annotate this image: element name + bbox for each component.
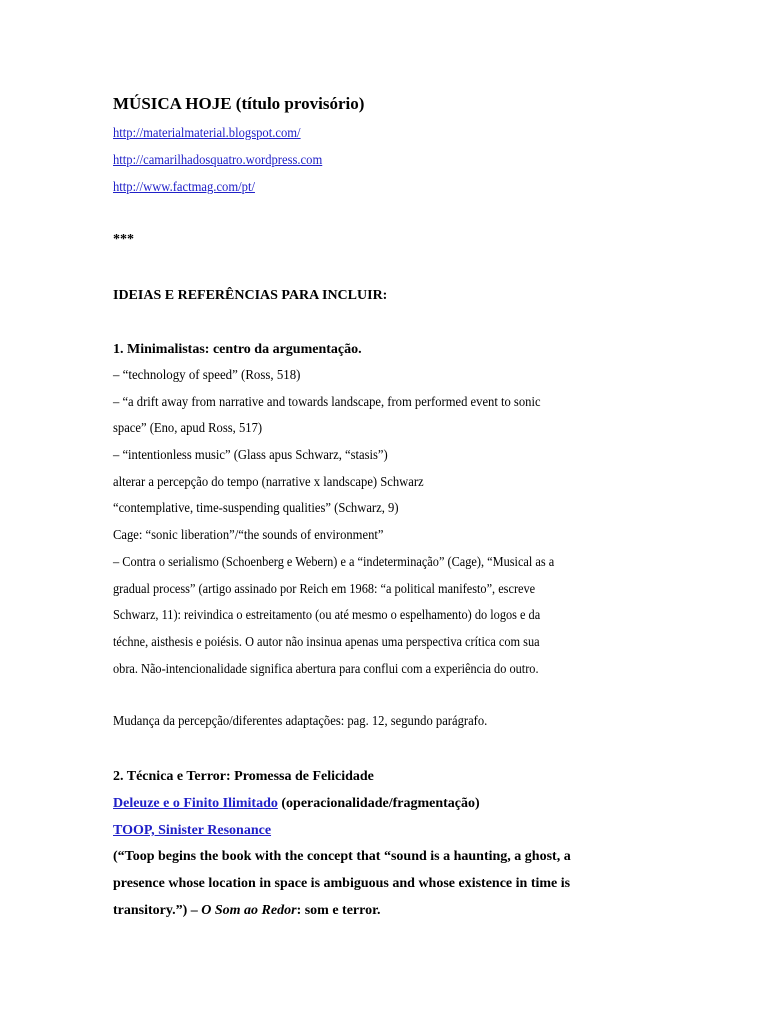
quote-tail: : som e terror. [296, 903, 381, 918]
body-line: “contemplative, time-suspending qualities” (Schwarz, 9) [113, 501, 399, 516]
quote-line: (“Toop begins the book with the concept that “sound is a haunting, a ghost, a [113, 849, 571, 864]
body-line: Schwarz, 11): reivindica o estreitamento (ou até mesmo o espelhamento) do logos e da [113, 608, 541, 623]
quote-end: transitory.”) – [113, 903, 202, 918]
url-link[interactable]: http://camarilhadosquatro.wordpress.com [113, 153, 323, 168]
body-line: alterar a percepção do tempo (narrative x landscape) Schwarz [113, 475, 424, 490]
deleuze-reference [113, 795, 480, 813]
toop-reference [113, 822, 271, 840]
link-factmag [113, 179, 271, 197]
section2-heading: 2. Técnica e Terror: Promessa de Felicidade [113, 769, 374, 784]
quote-line: presence whose location in space is ambiguous and whose existence in time is [113, 876, 571, 891]
toop-link[interactable]: TOOP, Sinister Resonance [113, 823, 272, 838]
body-line: – “intentionless music” (Glass apus Schwarz, “stasis”) [113, 448, 388, 463]
separator: *** [113, 232, 134, 247]
deleuze-link[interactable]: Deleuze e o Finito Ilimitado [113, 796, 278, 811]
body-line: obra. Não-intencionalidade significa abertura para conflui com a experiência do outro. [113, 662, 539, 677]
url-link[interactable]: http://www.factmag.com/pt/ [113, 180, 255, 195]
perception-note: Mudança da percepção/diferentes adaptações: pag. 12, segundo parágrafo. [113, 714, 488, 729]
body-line: téchne, aisthesis e poiésis. O autor não insinua apenas uma perspectiva crítica com sua [113, 635, 540, 650]
ideas-heading: IDEIAS E REFERÊNCIAS PARA INCLUIR: [113, 288, 388, 303]
film-title: O Som ao Redor [201, 903, 297, 918]
body-line: – Contra o serialismo (Schoenberg e Webern) e a “indeterminação” (Cage), “Musical as a [113, 555, 555, 570]
quote-line-end [113, 902, 381, 920]
body-line: – “technology of speed” (Ross, 518) [113, 368, 301, 383]
deleuze-suffix: (operacionalidade/fragmentação) [277, 796, 480, 811]
link-camarilha [113, 152, 346, 170]
body-line: gradual process” (artigo assinado por Reich em 1968: “a political manifesto”, escreve [113, 582, 536, 597]
url-link[interactable]: http://materialmaterial.blogspot.com/ [113, 126, 301, 141]
link-blog-material [113, 125, 321, 143]
body-line: – “a drift away from narrative and towards landscape, from performed event to sonic [113, 395, 541, 410]
page-title: MÚSICA HOJE (título provisório) [113, 94, 365, 113]
section1-heading: 1. Minimalistas: centro da argumentação. [113, 342, 362, 357]
body-line: space” (Eno, apud Ross, 517) [113, 421, 263, 436]
body-line: Cage: “sonic liberation”/“the sounds of environment” [113, 528, 384, 543]
